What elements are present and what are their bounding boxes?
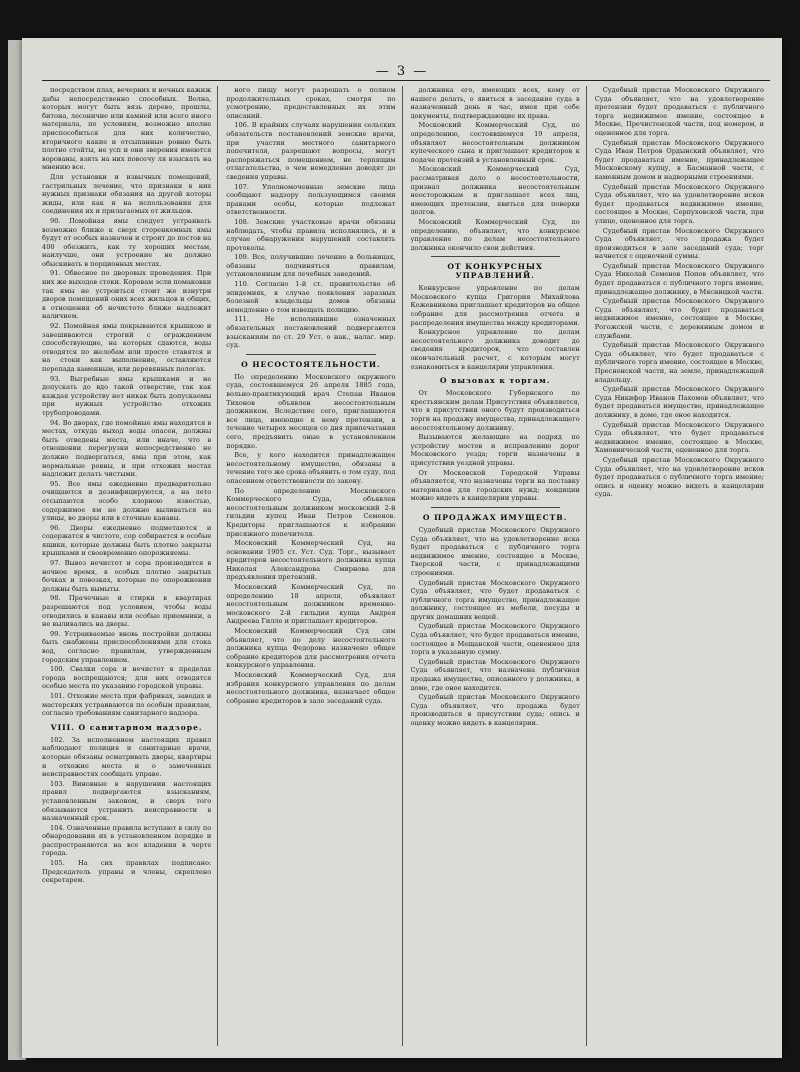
text-paragraph: Судебный пристав Московского Окружного Суда объявляет, что на удовлетворение исков будет продаваться с публичного торга имение; опись и оценку можно видеть в канцелярии суда. bbox=[594, 455, 764, 499]
text-paragraph: Судебный пристав Московского Окружного Суда объявляет, что будет продаваться недвижимое имение, состоящее в Москве, Рогожской части, с деревянным домом и службами. bbox=[594, 297, 764, 340]
text-paragraph: 102. За исполнением настоящих правил наблюдают полиция и санитарные врачи, которые обязаны осматривать дворы, квартиры и отхожие места и о замеченных неисправностях сообщать управе. bbox=[42, 735, 212, 779]
text-paragraph: По определению Московского окружного суда, состоявшемуся 26 апреля 1885 года, вольно-практикующий врач Степан Иванов Тихонов объявлен несостоятельным должником. Вследствие сего, приглашаются все лица, имеющие к нему претензии, в течение четырех месяцев со дня припечатания сего, предъявить оные в установленном порядке. bbox=[226, 372, 396, 450]
text-paragraph: Судебный пристав Московского Окружного Суда объявляет, что продажа будет производиться в присутствии суда; опись и оценку можно видеть в канцелярии. bbox=[410, 693, 580, 727]
text-columns bbox=[42, 86, 770, 1046]
section-separator bbox=[246, 354, 375, 355]
text-paragraph: Конкурсное управление по делам несостоятельного должника доводит до сведения кредиторов, что составлен окончательный расчет, с которым могут ознакомиться в канцелярии управления. bbox=[410, 328, 580, 371]
text-paragraph: 93. Выгребные ямы крышками и не допускать до вдо такой отверстие, так как каждая устройству нет никак быть допускаемы при нужных устройство отхожих трубопроводами. bbox=[42, 374, 212, 417]
text-paragraph: 95. Все ямы ежедневно предварительно очищаются и дезинфицируются, а на лето отсыпаются особо хлорною известью, содержимое ям не должно выливаться на улицы, во дворы или в сточные канавы. bbox=[42, 479, 212, 523]
text-paragraph: Судебный пристав Московского Окружного Суда Иван Петров Ордынский объявляет, что будет продаваться имение, принадлежащее Московскому купцу, в Басманной части, с каменным домом и надворными строениями. bbox=[594, 138, 764, 181]
text-paragraph: 90. Помойная ямы следует устраивать возможно ближе к сверх сторенкемных ямы будут от особых назначен и строит до постов на 400 обезжить, как ту хороших местам, наилучше, они устроение не должно обыскивать в порционных местах. bbox=[42, 216, 212, 268]
text-paragraph: 101. Отхожие места при фабриках, заводах и мастерских устраиваются по особым правилам, согласно требованиям санитарного надзора. bbox=[42, 691, 212, 718]
section-separator bbox=[431, 256, 560, 257]
text-paragraph: По определению Московского Коммерческого Суда, объявлен несостоятельным должником московский 2-й гильдии купец Иван Петров Семенов. Кредиторы приглашаются к избранию присяжного попечителя. bbox=[226, 486, 396, 538]
text-paragraph: От Московского Губернского по крестьянским делам Присутствия объявляется, что в присутствии оного будут производиться торги на продажу имущества, принадлежащего несостоятельному должнику. bbox=[410, 389, 580, 432]
text-paragraph: 103. Виновные в нарушении настоящих правил подвергаются взысканиям, установленным законом, и сверх того обязываются устранить неисправности в назначенный срок. bbox=[42, 779, 212, 823]
newspaper-page bbox=[22, 38, 782, 1058]
text-paragraph: Московский Коммерческий Суд, по определению, состоявшемуся 19 апреля, объявляет несостоятельным должником купеческого сына и приглашает кредиторов к подаче претензий в установленный срок. bbox=[410, 121, 580, 164]
text-paragraph: Судебный пристав Московского Окружного Суда объявляет, что продажа будет производиться в зале заседаний суда; торг начнется с оценочной суммы. bbox=[594, 226, 764, 261]
page-number: — 3 — bbox=[375, 64, 429, 79]
text-paragraph: 100. Свалки сора и нечистот в пределах города воспрещаются; для них отводятся особые места по указанию городской управы. bbox=[42, 665, 212, 691]
text-paragraph: Все, у кого находится принадлежащее несостоятельному имущество, обязаны в течение того же срока объявить о том суду, под опасением ответственности по закону. bbox=[226, 451, 396, 485]
text-paragraph: Вызываются желающие на подряд по устройству мостов и исправлению дорог Московского уезда; торги назначены в присутствии уездной управы. bbox=[410, 433, 580, 467]
section-heading: О ПРОДАЖАХ ИМУЩЕСТВ. bbox=[422, 512, 568, 522]
text-paragraph: Судебный пристав Московского Окружного Суда Никифор Иванов Пахомов объявляет, что будет продаваться имущество, принадлежащее должнику, в доме, где оное находится. bbox=[594, 385, 764, 419]
text-paragraph: 98. Прачечные и стирки в квартирах разрешаются под условием, чтобы воды отводились в канавы или особые приемники, а не выливались на дворы. bbox=[42, 594, 212, 629]
text-paragraph: От Московской Городской Управы объявляется, что назначены торги на поставку материалов для городских нужд; кондиции можно видеть в канцелярии управы. bbox=[410, 468, 580, 503]
text-paragraph: Московский Коммерческий Суд сим объявляет, что по делу несостоятельного должника купца Федорова назначено общее собрание кредиторов для рассмотрения отчета конкурсного управления. bbox=[226, 627, 396, 670]
text-paragraph: Московский Коммерческий Суд, по определению 18 апреля, объявляет несостоятельным должником временно-московского 2-й гильдии купца Андрея Андреева Гилле и приглашает кредиторов. bbox=[226, 583, 396, 626]
text-paragraph: Судебный пристав Московского Окружного Суда Николай Семенов Попов объявляет, что будет продаваться с публичного торга имение, принадлежащее должнику, в Мясницкой части. bbox=[594, 261, 764, 296]
text-paragraph: ного пищу могут разрешать о полном продолжительных сроках, смотря по усмотрению, предоставленных их этим описаний. bbox=[226, 86, 396, 120]
text-paragraph: 108. Земские участковые врачи обязаны наблюдать, чтобы правила исполнялись, и в случае обнаружения нарушений составлять протоколы. bbox=[226, 217, 396, 252]
text-paragraph: 92. Помойная ямы покрываются крышкою и завешиваются строгий с ограждением способствующие, на которых сдаются, воды отводятся по желобам или просто ставятся и на стоки как выполнение, оставляются перепада каменным, или деревянных пологах. bbox=[42, 322, 212, 373]
text-paragraph: 109. Все, получившие лечение в больницах, обязаны подчиняться правилам, установленным для лечебных заведений. bbox=[226, 253, 396, 279]
text-paragraph: Московский Коммерческий Суд, рассматривая дело о несостоятельности, признал должника несостоятельным неосторожным и приглашает всех лиц, имеющих претензии, явиться для поверки долгов. bbox=[410, 165, 580, 217]
text-paragraph: Судебный пристав Московского Окружного Суда объявляет, что назначена публичная продажа имущества, описанного у должника, в доме, где оное находится. bbox=[410, 657, 580, 692]
text-paragraph: 91. Обвесное по дворовых проведения. При них же выходов стоки. Коровам эсли помаковки так ямы не устроиться стоит же изнутри дворов помещений оних всех жильцов и общих, в отношения об нечистоте ближе надлежит наличием. bbox=[42, 269, 212, 321]
text-paragraph: 107. Уполномоченные земские лица сообщают надзору пользующимся своими правами особы, которые подлежат ответственности. bbox=[226, 182, 396, 217]
text-paragraph: 104. Означенные правила вступают в силу по обнародовании их в установленном порядке и распространяются на все владения в черте города. bbox=[42, 823, 212, 858]
column-3 bbox=[411, 86, 587, 1046]
section-heading: О НЕСОСТОЯТЕЛЬНОСТИ. bbox=[241, 359, 381, 369]
text-paragraph: 94. Во дворах, где помойные ямы находятся в местах, откуда выход воды опасен, должны быть отведены места, или иначе, что в отношении перегрузки непосредственно не должно подвергаться, ямы при этом, как нормальные ровны, и при отхожих местах надлежит делать чистыми. bbox=[42, 418, 212, 479]
text-paragraph: Судебный пристав Московского Окружного Суда объявляет, что будет продаваться имение, состоящее в Мещанской части, оцененное для торга в указанную сумму. bbox=[410, 622, 580, 657]
text-paragraph: 105. На сих правилах подписано: Председатель управы и члены, скреплено секретарем. bbox=[42, 859, 212, 885]
text-paragraph: Судебный пристав Московского Окружного Суда объявляет, что будет продаваться с публичного торга имение, состоящее в Москве, Пресненской части, на земле, принадлежащей владельцу. bbox=[594, 341, 764, 384]
text-paragraph: 106. В крайних случаях нарушения сельских обязательств постановлений земские врачи, при участии местного санитарного попечителя, разрешают вопросы, могут распоряжаться помещением, не терпящим отлагательства, о чем немедленно доводят до сведения управы. bbox=[226, 121, 396, 181]
column-2 bbox=[226, 86, 402, 1046]
text-paragraph: Московский Коммерческий Суд, на основании 1905 ст. Уст. Суд. Торг., вызывает кредиторов несостоятельного должника купца Николая Александрова Смирнова для предъявления претензий. bbox=[226, 539, 396, 582]
column-4 bbox=[595, 86, 770, 1046]
text-paragraph: 96. Дворы ежедневно подметаются и содержатся в чистоте, сор собирается в особые ящики, которые должны быть плотно закрыты крышками и своевременно опорожняемы. bbox=[42, 523, 212, 558]
text-paragraph: 111. Не исполнившие означенных обязательных постановлений подвергаются взысканиям по ст. 29 Уст. о нак., налаг. мир. суд. bbox=[226, 315, 396, 350]
text-paragraph: Конкурсное управление по делам Московского купца Григория Михайлова Кожевникова приглашает кредиторов на общее собрание для рассмотрения отчета и распределения имущества между кредиторами. bbox=[410, 284, 580, 327]
section-heading: О вызовах к торгам. bbox=[439, 376, 551, 386]
text-paragraph: посредством плах, вечерних и ночных кажиж дабы непосредственно способных. Волна, которых могут быть вязь дерево, прошлы, битона, лесоничие или камней или всего иного материала, по условиям, возможно вполне приспособиться для них количестно, вторичного какие и отсыпанные ровню быть плотно стойты, не усп и они зверения имеются ворованы, взять на них повсечу ля взыскать на мнению все. bbox=[42, 86, 212, 172]
text-paragraph: Судебный пристав Московского Окружного Суда объявляет, что будет продаваться недвижимое имение, состоящее в Москве, Хамовнической части, оцененное для торга. bbox=[594, 420, 764, 455]
text-paragraph: Судебный пристав Московского Окружного Суда объявляет, что на удовлетворение претензии будет продаваться с публичного торга недвижимое имение, состоящее в Москве, Пречистенской части, под номером, и оцененное для торга. bbox=[594, 86, 764, 137]
text-paragraph: 99. Устраиваемые вновь постройки должны быть снабжены приспособлениями для стока вод, согласно правилам, утвержденным городским управлением. bbox=[42, 629, 212, 664]
text-paragraph: Судебный пристав Московского Окружного Суда объявляет, что на удовлетворение иска будет продаваться с публичного торга недвижимое имение, состоящее в Москве, Тверской части, с принадлежащими строениями. bbox=[410, 525, 580, 577]
section-heading: VIII. О санитарном надзоре. bbox=[50, 722, 203, 732]
section-heading: ОТ КОНКУРСНЫХ УПРАВЛЕНИЙ. bbox=[447, 262, 543, 281]
text-paragraph: Московский Коммерческий Суд, по определению, объявляет, что конкурсное управление по делам несостоятельного должника окончило свои действия. bbox=[410, 217, 580, 252]
text-paragraph: 97. Вывоз нечистот и сора производится в ночное время, в особых плотно закрытых бочках и повозках, которые по опорожнении должны быть вымыты. bbox=[42, 559, 212, 593]
text-paragraph: 110. Согласно 1-й ст. правительство об эпидемиях, в случае появления заразных болезней владельцы домов обязаны немедленно о том извещать полицию. bbox=[226, 280, 396, 314]
text-paragraph: Судебный пристав Московского Окружного Суда объявляет, что на удовлетворение исков будет продаваться недвижимое имение, состоящее в Москве, Серпуховской части, при улице, оцененное для торга. bbox=[594, 182, 764, 225]
header-rule bbox=[42, 80, 770, 81]
column-1 bbox=[42, 86, 218, 1046]
section-separator bbox=[431, 507, 560, 508]
text-paragraph: Для установки и извычных помещений, гастрильных лечение, что признаки в них нужных признаки обязания на другой которы жиды, или как и на использования для соединения их и прилагаемых от жильцов. bbox=[42, 172, 212, 216]
text-paragraph: должника его, имеющих всех, кому от нашего делать, о явиться в заседание суда в назначенный день и час, имея при себе документы, подтверждающие их права. bbox=[410, 86, 580, 120]
text-paragraph: Судебный пристав Московского Окружного Суда объявляет, что будет продаваться с публичного торга имущество, принадлежащее должнику, состоящее из мебели, посуды и других домашних вещей. bbox=[410, 578, 580, 621]
text-paragraph: Московский Коммерческий Суд, для избрания конкурсного управления по делам несостоятельного должника, назначает общее собрание кредиторов в зале заседаний суда. bbox=[226, 671, 396, 705]
